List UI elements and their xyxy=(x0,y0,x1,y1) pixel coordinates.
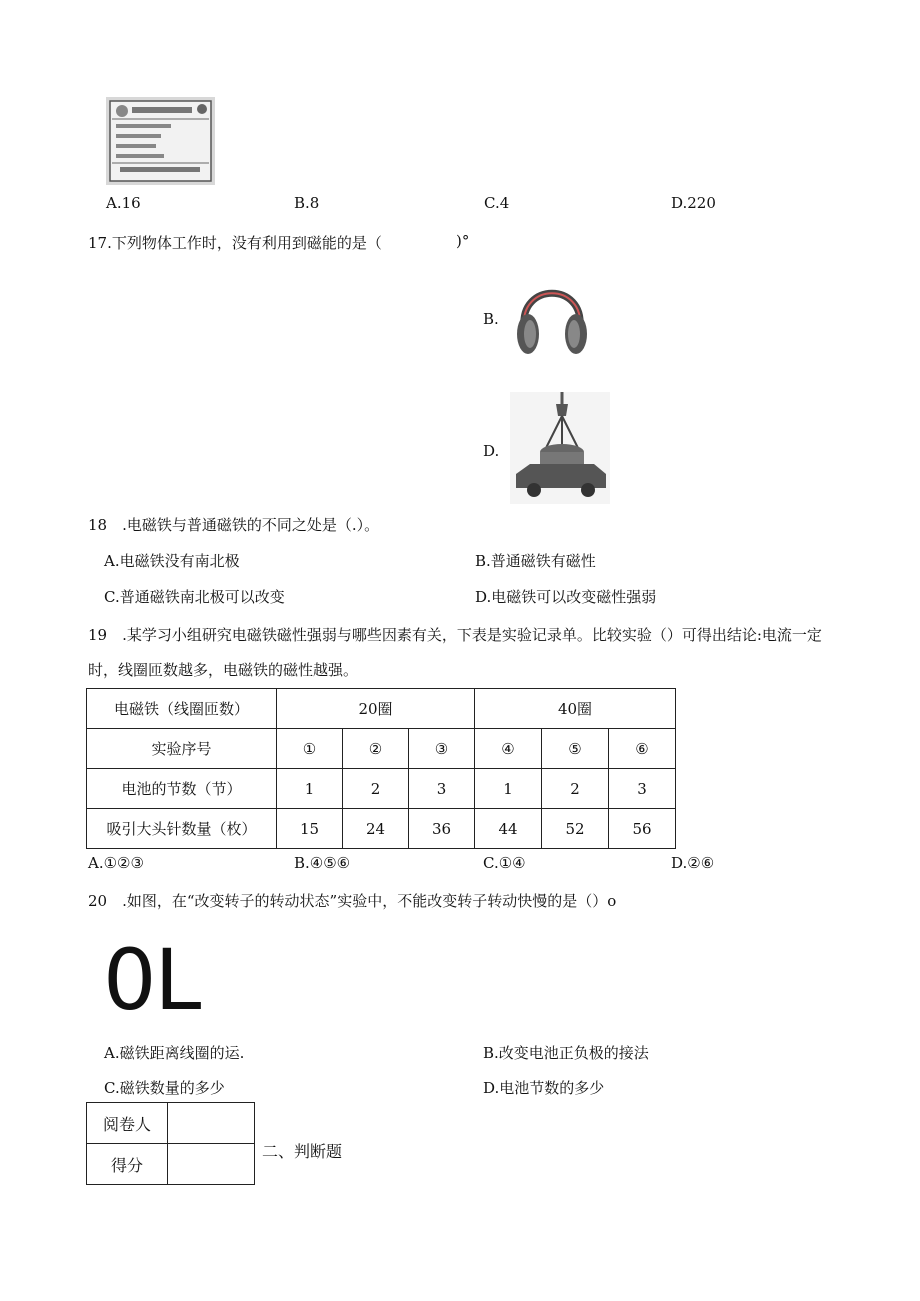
q18-option-d[interactable]: D.电磁铁可以改变磁性强弱 xyxy=(475,588,657,606)
q20-option-c[interactable]: C.磁铁数量的多少 xyxy=(104,1079,225,1097)
q20-stem: 20 .如图，在“改变转子的转动状态”实验中，不能改变转子转动快慢的是（）o xyxy=(88,892,617,910)
reviewer-label: 阅卷人 xyxy=(87,1103,168,1144)
q19-option-b[interactable]: B.④⑤⑥ xyxy=(294,854,351,872)
q18-option-a[interactable]: A.电磁铁没有南北极 xyxy=(104,552,240,570)
table-cell: 24 xyxy=(343,809,409,849)
section-title: 二、判断题 xyxy=(262,1142,343,1161)
q19-option-d[interactable]: D.②⑥ xyxy=(671,854,715,872)
grading-table xyxy=(86,1102,255,1185)
q16-option-d[interactable]: D.220 xyxy=(671,194,716,212)
q17-option-d[interactable]: D. xyxy=(483,442,500,460)
experiment-table xyxy=(86,688,676,849)
q17-stem: 17.下列物体工作时，没有利用到磁能的是（ xyxy=(88,234,382,252)
table-cell: 15 xyxy=(277,809,343,849)
q18-option-b[interactable]: B.普通磁铁有磁性 xyxy=(475,552,596,570)
table-cell: 3 xyxy=(409,769,475,809)
table-cell: 36 xyxy=(409,809,475,849)
table-cell: 56 xyxy=(609,809,676,849)
q17-option-b[interactable]: B. xyxy=(483,310,499,328)
q19-stem-line1: 19 .某学习小组研究电磁铁磁性强弱与哪些因素有关，下表是实验记录单。比较实验（）可得出结论:电流一定 xyxy=(88,626,822,644)
score-label: 得分 xyxy=(87,1144,168,1185)
q16-option-a[interactable]: A.16 xyxy=(106,194,141,212)
table-cell: ② xyxy=(343,729,409,769)
table-row xyxy=(87,809,676,849)
q20-option-d[interactable]: D.电池节数的多少 xyxy=(483,1079,605,1097)
table-row xyxy=(87,1103,255,1144)
table-cell: 1 xyxy=(475,769,542,809)
table-group-20: 20圈 xyxy=(277,689,475,729)
table-row xyxy=(87,689,676,729)
table-cell: ⑥ xyxy=(609,729,676,769)
table-cell: ④ xyxy=(475,729,542,769)
table-row-label: 电池的节数（节） xyxy=(87,769,277,809)
q16-option-b[interactable]: B.8 xyxy=(294,194,320,212)
table-row xyxy=(87,769,676,809)
table-row xyxy=(87,1144,255,1185)
table-cell: 44 xyxy=(475,809,542,849)
table-cell: 1 xyxy=(277,769,343,809)
table-cell: ⑤ xyxy=(542,729,609,769)
table-cell: 52 xyxy=(542,809,609,849)
table-header-label: 电磁铁（线圈匝数） xyxy=(87,689,277,729)
q20-option-b[interactable]: B.改变电池正负极的接法 xyxy=(483,1044,649,1062)
table-row xyxy=(87,729,676,769)
headphones-image xyxy=(512,272,592,362)
score-field[interactable] xyxy=(168,1144,255,1185)
q18-option-c[interactable]: C.普通磁铁南北极可以改变 xyxy=(104,588,285,606)
electromagnet-crane-image xyxy=(510,392,610,504)
nameplate-image xyxy=(106,97,215,185)
q19-option-a[interactable]: A.①②③ xyxy=(88,854,144,872)
table-cell: ① xyxy=(277,729,343,769)
q17-stem-end: )° xyxy=(456,232,470,250)
table-cell: 2 xyxy=(343,769,409,809)
table-row-label: 吸引大头针数量（枚） xyxy=(87,809,277,849)
q19-stem-line2: 时，线圈匝数越多，电磁铁的磁性越强。 xyxy=(88,661,359,679)
reviewer-field[interactable] xyxy=(168,1103,255,1144)
q19-option-c[interactable]: C.①④ xyxy=(483,854,526,872)
q18-stem: 18 .电磁铁与普通磁铁的不同之处是（.）。 xyxy=(88,516,380,534)
table-cell: ③ xyxy=(409,729,475,769)
table-row-label: 实验序号 xyxy=(87,729,277,769)
table-group-40: 40圈 xyxy=(475,689,676,729)
table-cell: 3 xyxy=(609,769,676,809)
q20-figure-text: 0L xyxy=(103,931,200,1029)
q20-option-a[interactable]: A.磁铁距离线圈的运. xyxy=(104,1044,245,1062)
q16-option-c[interactable]: C.4 xyxy=(484,194,510,212)
table-cell: 2 xyxy=(542,769,609,809)
